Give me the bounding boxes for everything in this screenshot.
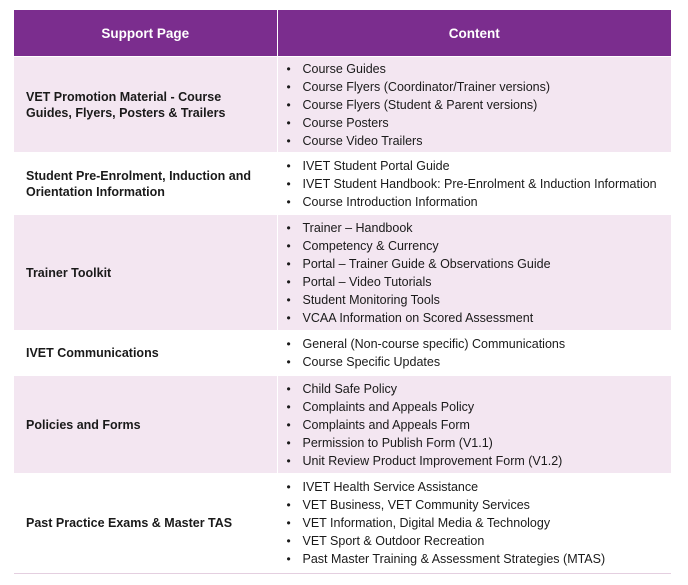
header-content: Content	[277, 10, 671, 57]
content-list	[278, 380, 672, 470]
table-header-row	[14, 10, 671, 57]
content-cell	[277, 153, 671, 215]
content-cell	[277, 331, 671, 376]
list-item: • Portal – Video Tutorials	[287, 273, 668, 291]
list-item: • Complaints and Appeals Policy	[287, 398, 668, 416]
list-item: • IVET Student Portal Guide	[287, 157, 668, 175]
list-item: • Course Flyers (Coordinator/Trainer versions)	[287, 78, 668, 96]
content-list	[278, 60, 672, 150]
content-list	[278, 157, 672, 211]
table-row	[14, 215, 671, 331]
table-row	[14, 153, 671, 215]
list-item: • Trainer – Handbook	[287, 219, 668, 237]
content-cell	[277, 474, 671, 572]
content-cell	[277, 57, 671, 153]
list-item: • Course Specific Updates	[287, 353, 668, 371]
list-item: • IVET Health Service Assistance	[287, 478, 668, 496]
support-page-name: Student Pre-Enrolment, Induction and Orientation Information	[14, 153, 277, 215]
list-item: • Portal – Trainer Guide & Observations Guide	[287, 255, 668, 273]
table-row	[14, 331, 671, 376]
support-page-name: Trainer Toolkit	[14, 215, 277, 331]
list-item: • Course Introduction Information	[287, 193, 668, 211]
list-item: • Permission to Publish Form (V1.1)	[287, 434, 668, 452]
list-item: • VCAA Information on Scored Assessment	[287, 309, 668, 327]
support-page-name: Past Practice Exams & Master TAS	[14, 474, 277, 572]
list-item: • Student Monitoring Tools	[287, 291, 668, 309]
list-item: • Unit Review Product Improvement Form (V1.2)	[287, 452, 668, 470]
support-page-name: Policies and Forms	[14, 376, 277, 474]
list-item: • General (Non-course specific) Communications	[287, 335, 668, 353]
list-item: • Past Master Training & Assessment Strategies (MTAS)	[287, 550, 668, 568]
support-page-name: IVET Communications	[14, 331, 277, 376]
table-row	[14, 376, 671, 474]
list-item: • Course Video Trailers	[287, 132, 668, 150]
list-item: • IVET Student Handbook: Pre-Enrolment & Induction Information	[287, 175, 668, 193]
support-pages-table	[14, 10, 671, 572]
table-bottom-divider	[14, 573, 671, 574]
list-item: • Course Posters	[287, 114, 668, 132]
support-page-name: VET Promotion Material - Course Guides, Flyers, Posters & Trailers	[14, 57, 277, 153]
list-item: • Complaints and Appeals Form	[287, 416, 668, 434]
list-item: • Child Safe Policy	[287, 380, 668, 398]
list-item: • VET Business, VET Community Services	[287, 496, 668, 514]
list-item: • Competency & Currency	[287, 237, 668, 255]
content-cell	[277, 215, 671, 331]
content-list	[278, 335, 672, 371]
list-item: • VET Sport & Outdoor Recreation	[287, 532, 668, 550]
list-item: • Course Flyers (Student & Parent versions)	[287, 96, 668, 114]
header-support-page: Support Page	[14, 10, 277, 57]
table-row	[14, 474, 671, 572]
content-list	[278, 219, 672, 327]
list-item: • Course Guides	[287, 60, 668, 78]
table-row	[14, 57, 671, 153]
content-list	[278, 478, 672, 568]
list-item: • VET Information, Digital Media & Technology	[287, 514, 668, 532]
content-cell	[277, 376, 671, 474]
